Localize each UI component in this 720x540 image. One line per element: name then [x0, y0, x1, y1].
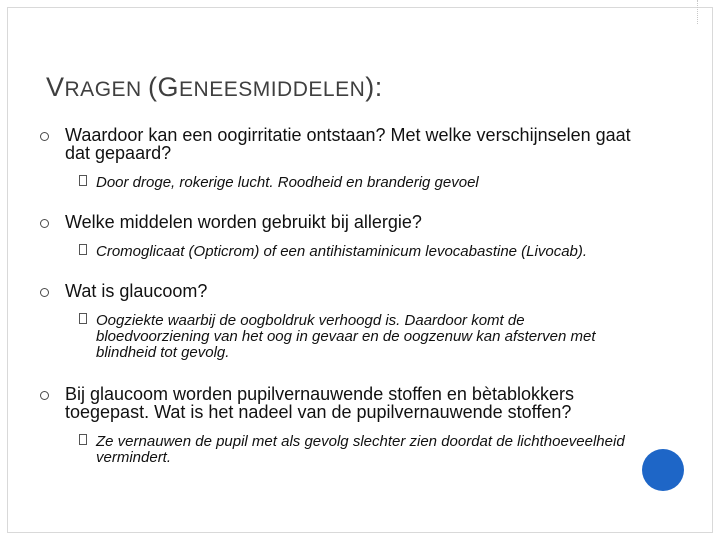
answer-block [94, 175, 640, 191]
answer-text: Ze vernauwen de pupil met als gevolg slechter zien doordat de lichthoeveelheid vermindert. [96, 433, 625, 466]
bullet-icon [40, 132, 49, 141]
list-item [40, 385, 640, 466]
answer-block [94, 434, 640, 466]
sub-bullet-icon [79, 313, 87, 324]
answer-text: Oogziekte waarbij de oogboldruk verhoogd is. Daardoor komt de bloedvoorziening van het oog in gevaar en de oogzenuw kan afsterven met blindheid tot gevolg. [96, 312, 596, 361]
bullet-icon [40, 219, 49, 228]
answer-block [94, 313, 640, 361]
list-item [40, 213, 640, 260]
answer-text: Cromoglicaat (Opticrom) of een antihistaminicum levocabastine (Livocab). [96, 243, 588, 260]
answer-text: Door droge, rokerige lucht. Roodheid en branderig gevoel [96, 174, 479, 191]
decorative-circle [642, 449, 684, 491]
question-text: Welke middelen worden gebruikt bij allergie? [65, 212, 422, 232]
answer-block [94, 244, 640, 260]
question-list [40, 126, 640, 480]
question-text: Waardoor kan een oogirritatie ontstaan? Met welke verschijnselen gaat dat gepaard? [65, 125, 631, 163]
sub-bullet-icon [79, 175, 87, 186]
bullet-icon [40, 391, 49, 400]
sub-bullet-icon [79, 434, 87, 445]
bullet-icon [40, 288, 49, 297]
question-text: Wat is glaucoom? [65, 281, 208, 301]
sub-bullet-icon [79, 244, 87, 255]
question-text: Bij glaucoom worden pupilvernauwende stoffen en bètablokkers toegepast. Wat is het nadeel van de pupilvernauwende stoffen? [65, 384, 574, 422]
list-item [40, 282, 640, 361]
decorative-dotted-line [697, 0, 698, 24]
slide-title: VRAGEN (GENEESMIDDELEN): [46, 72, 383, 102]
list-item [40, 126, 640, 191]
